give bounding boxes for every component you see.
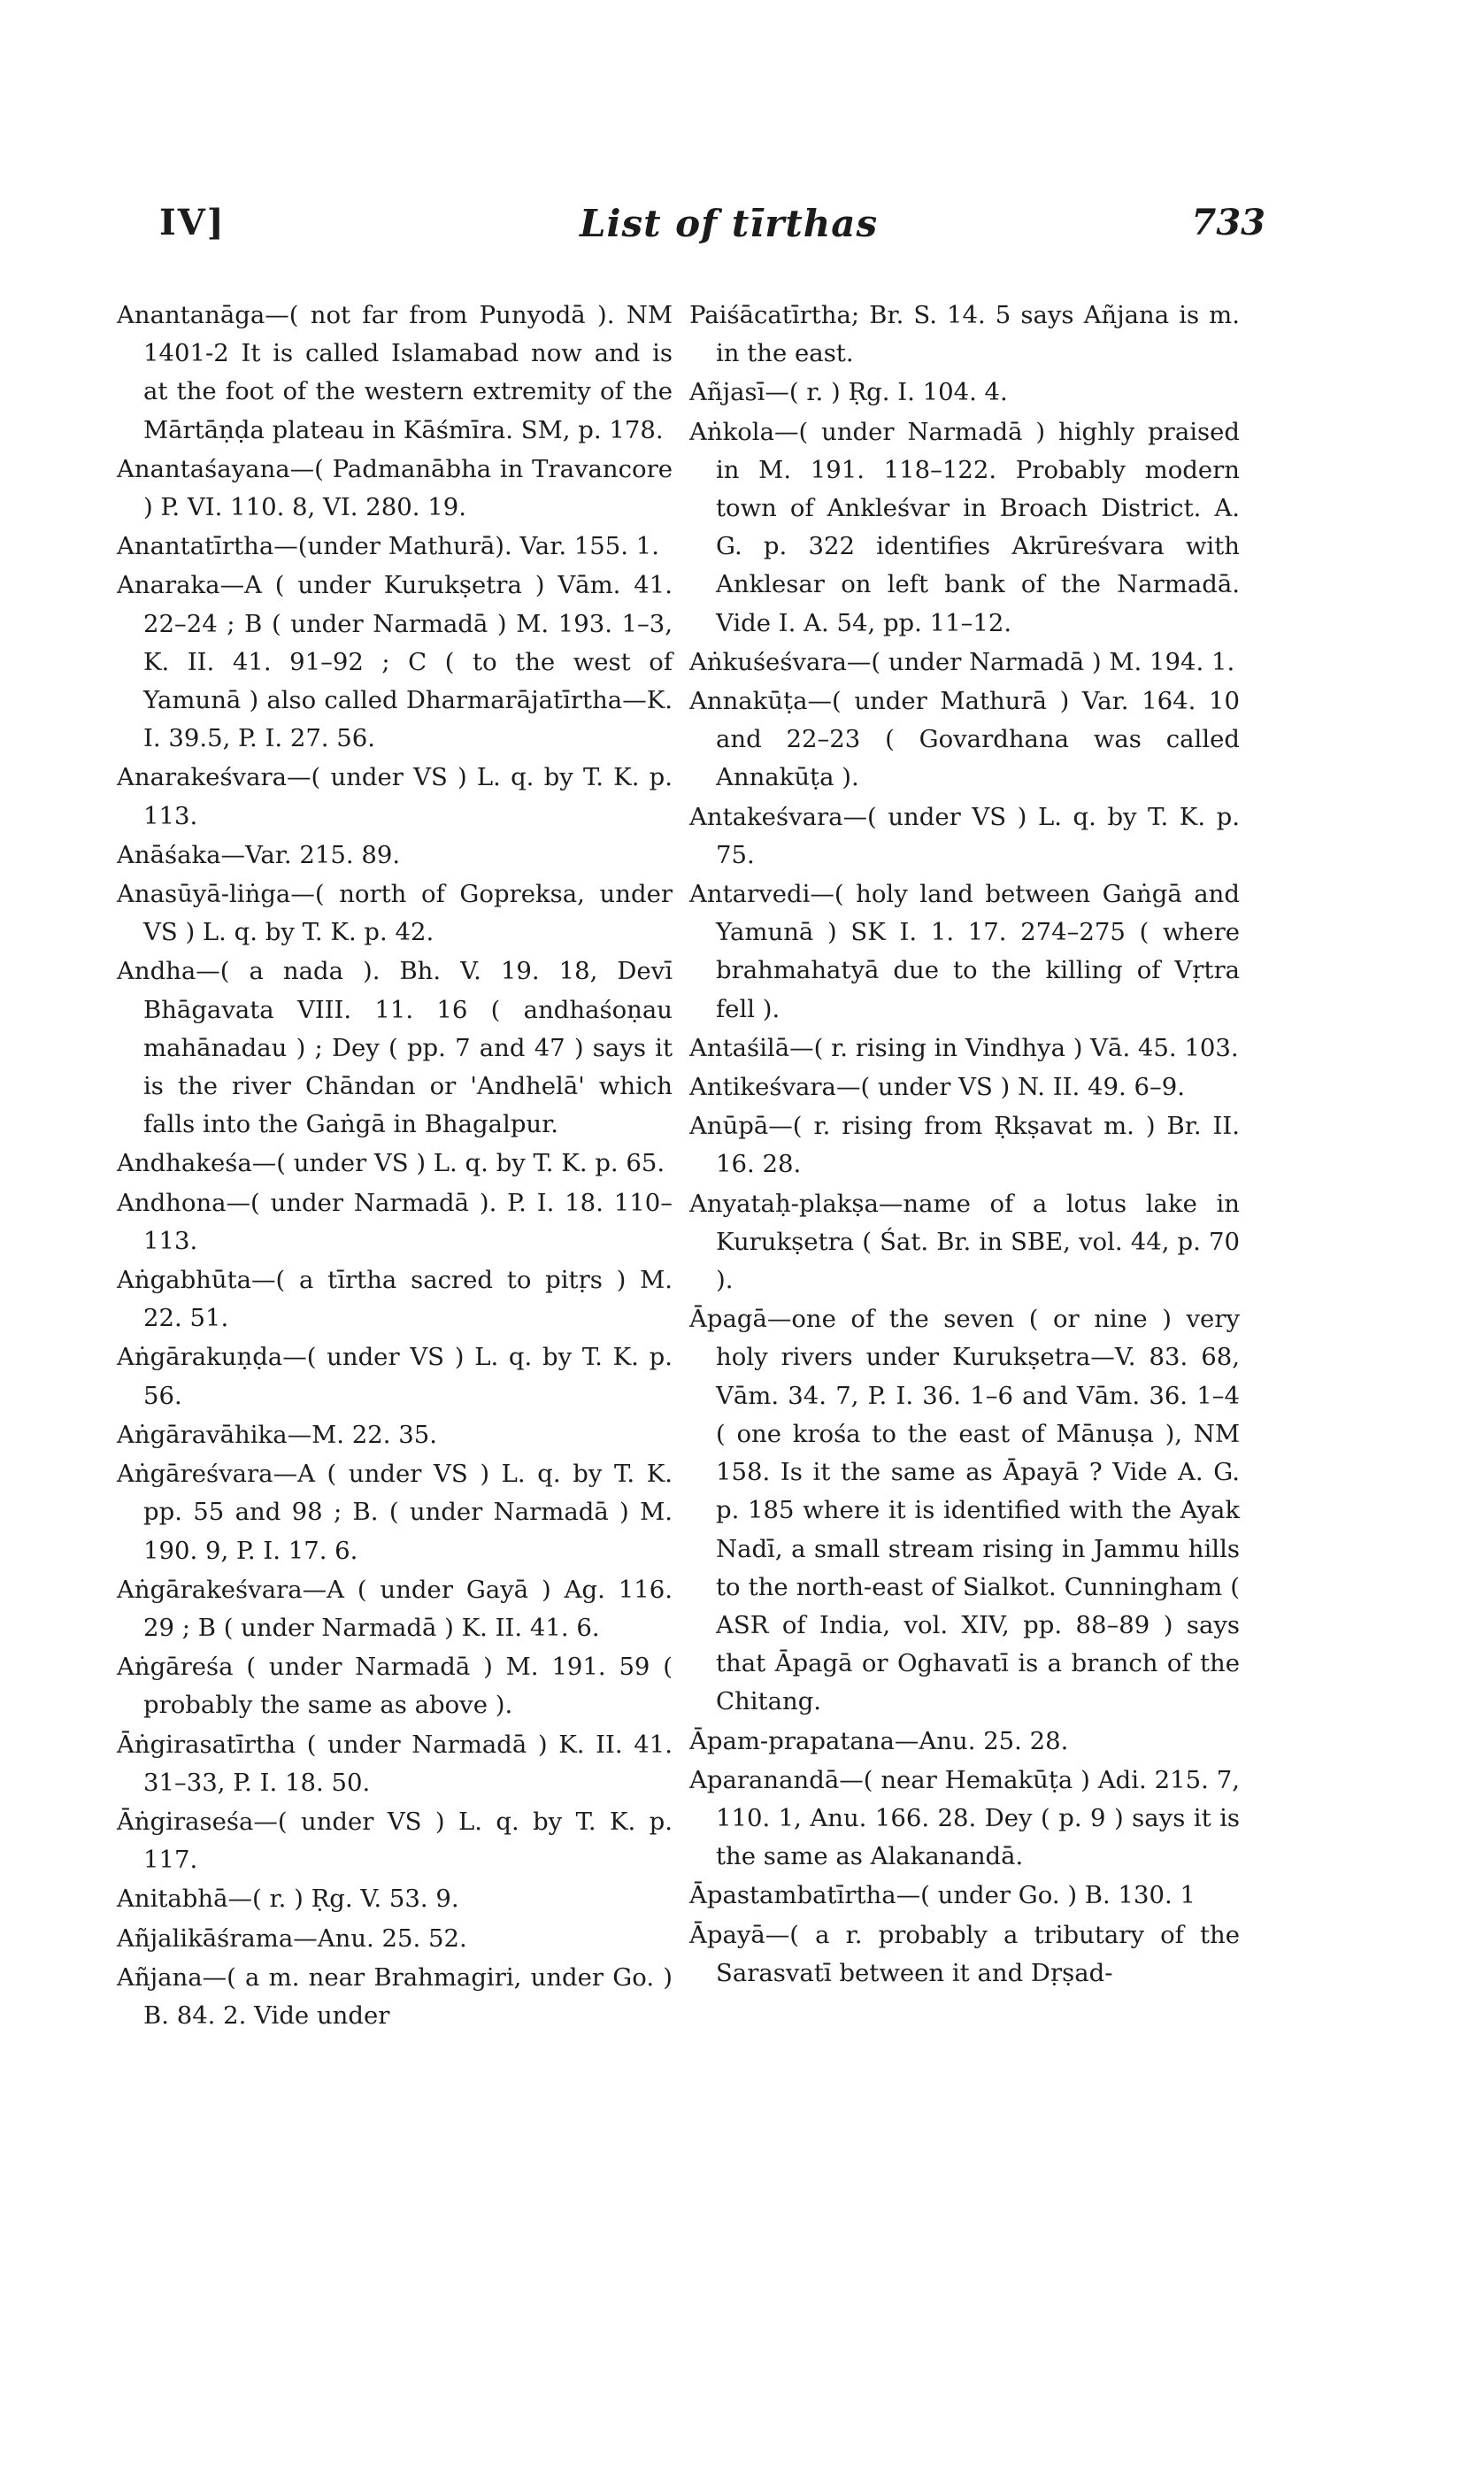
list-item: Anantanāga—( not far from Punyodā ). NM 1401-2 It is called Islamabad now and is at the foot of the western extremity of the Mārtāṇḍa plateau in Kāśmīra. SM, p. 178.	[117, 301, 673, 444]
list-item: Aṅgārakeśvara—A ( under Gayā ) Ag. 116. 29 ; B ( under Narmadā ) K. II. 41. 6.	[117, 1575, 673, 1642]
list-item: Annakūṭa—( under Mathurā ) Var. 164. 10 and 22–23 ( Govardhana was called Annakūṭa ).	[689, 687, 1240, 792]
list-item: Antikeśvara—( under VS ) N. II. 49. 6–9.	[689, 1073, 1185, 1102]
list-item: Āpagā—one of the seven ( or nine ) very holy rivers under Kurukṣetra—V. 83. 68, Vām. 34. 7, P. I. 36. 1–6 and Vām. 36. 1–4 ( one krośa to the east of Mānuṣa ), NM 158. Is it the same as Āpayā ? Vide A. G. p. 185 where it is identified with the Ayak Nadī, a small stream rising in Jammu hills to the north-east of Sialkot. Cunningham ( ASR of India, vol. XIV, pp. 88–89 ) says that Āpagā or Oghavatī is a branch of the Chitang.	[689, 1305, 1240, 1716]
list-item: Aparanandā—( near Hemakūṭa ) Adi. 215. 7, 110. 1, Anu. 166. 28. Dey ( p. 9 ) says it is the same as Alakanandā.	[689, 1765, 1240, 1871]
left-column	[117, 297, 673, 2036]
list-item: Aṅgāravāhika—M. 22. 35.	[117, 1420, 437, 1449]
list-item: Aṅkola—( under Narmadā ) highly praised in M. 191. 118–122. Probably modern town of Ankleśvar in Broach District. A. G. p. 322 identifies Akrūreśvara with Anklesar on left bank of the Narmadā. Vide I. A. 54, pp. 11–12.	[689, 417, 1240, 637]
list-item: Anaraka—A ( under Kurukṣetra ) Vām. 41. 22–24 ; B ( under Narmadā ) M. 193. 1–3, K. II. 41. 91–92 ; C ( to the west of Yamunā ) also called Dharmarājatīrtha—K. I. 39.5, P. I. 27. 56.	[117, 571, 673, 753]
list-item: Aṅgāreśvara—A ( under VS ) L. q. by T. K. pp. 55 and 98 ; B. ( under Narmadā ) M. 190. 9, P. I. 17. 6.	[117, 1460, 673, 1565]
list-item: Aṅkuśeśvara—( under Narmadā ) M. 194. 1.	[689, 647, 1235, 676]
list-item: Anantaśayana—( Padmanābha in Travancore ) P. VI. 110. 8, VI. 280. 19.	[117, 454, 673, 522]
list-item: Añjasī—( r. ) Ṛg. I. 104. 4.	[689, 378, 1008, 407]
list-item: Āṅgiraseśa—( under VS ) L. q. by T. K. p. 117.	[117, 1807, 673, 1875]
list-item: Andhona—( under Narmadā ). P. I. 18. 110–113.	[117, 1188, 673, 1255]
list-item: Aṅgabhūta—( a tīrtha sacred to pitṛs ) M. 22. 51.	[117, 1266, 673, 1333]
part-number: IV]	[159, 202, 226, 243]
list-item: Andha—( a nada ). Bh. V. 19. 18, Devī Bhāgavata VIII. 11. 16 ( andhaśoṇau mahānadau ) ; Dey ( pp. 7 and 47 ) says it is the river Chāndan or 'Andhelā' which falls into the Gaṅgā in Bhagalpur.	[117, 957, 673, 1139]
list-item: Antarvedi—( holy land between Gaṅgā and Yamunā ) SK I. 1. 17. 274–275 ( where brahmahatyā due to the killing of Vṛtra fell ).	[689, 880, 1240, 1023]
list-item: Anasūyā-liṅga—( north of Gopreksa, under VS ) L. q. by T. K. p. 42.	[117, 880, 673, 947]
right-column	[689, 297, 1240, 1993]
list-item: Añjana—( a m. near Brahmagiri, under Go. ) B. 84. 2. Vide under	[117, 1962, 673, 2030]
list-item: Anāśaka—Var. 215. 89.	[117, 840, 401, 869]
list-item: Añjalikāśrama—Anu. 25. 52.	[117, 1923, 467, 1953]
list-item: Anitabhā—( r. ) Ṛg. V. 53. 9.	[117, 1885, 459, 1914]
list-item: Anyataḥ-plakṣa—name of a lotus lake in Kurukṣetra ( Śat. Br. in SBE, vol. 44, p. 70 ).	[689, 1189, 1240, 1295]
list-item: Āṅgirasatīrtha ( under Narmadā ) K. II. 41. 31–33, P. I. 18. 50.	[117, 1730, 673, 1797]
list-item: Aṅgāreśa ( under Narmadā ) M. 191. 59 ( probably the same as above ).	[117, 1653, 673, 1720]
running-title: List of tīrthas	[580, 202, 879, 245]
list-item: Antaśilā—( r. rising in Vindhya ) Vā. 45. 103.	[689, 1033, 1239, 1062]
list-item: Anantatīrtha—(under Mathurā). Var. 155. 1.	[117, 532, 660, 561]
list-item: Andhakeśa—( under VS ) L. q. by T. K. p. 65.	[117, 1149, 665, 1178]
list-item: Āpastambatīrtha—( under Go. ) B. 130. 1	[689, 1881, 1196, 1910]
list-item: Aṅgārakuṇḍa—( under VS ) L. q. by T. K. p. 56.	[117, 1343, 673, 1410]
list-item: Āpam-prapatana—Anu. 25. 28.	[689, 1726, 1069, 1755]
list-item: Antakeśvara—( under VS ) L. q. by T. K. p. 75.	[689, 802, 1240, 869]
list-item: Anarakeśvara—( under VS ) L. q. by T. K. p. 113.	[117, 763, 673, 830]
page-header	[159, 202, 1265, 255]
list-item: Anūpā—( r. rising from Ṛkṣavat m. ) Br. II. 16. 28.	[689, 1112, 1240, 1179]
list-item: Āpayā—( a r. probably a tributary of the Sarasvatī between it and Dṛṣad-	[689, 1920, 1240, 1987]
list-item: Paiśācatīrtha; Br. S. 14. 5 says Añjana is m. in the east.	[689, 301, 1240, 368]
page-number: 733	[1191, 202, 1265, 243]
